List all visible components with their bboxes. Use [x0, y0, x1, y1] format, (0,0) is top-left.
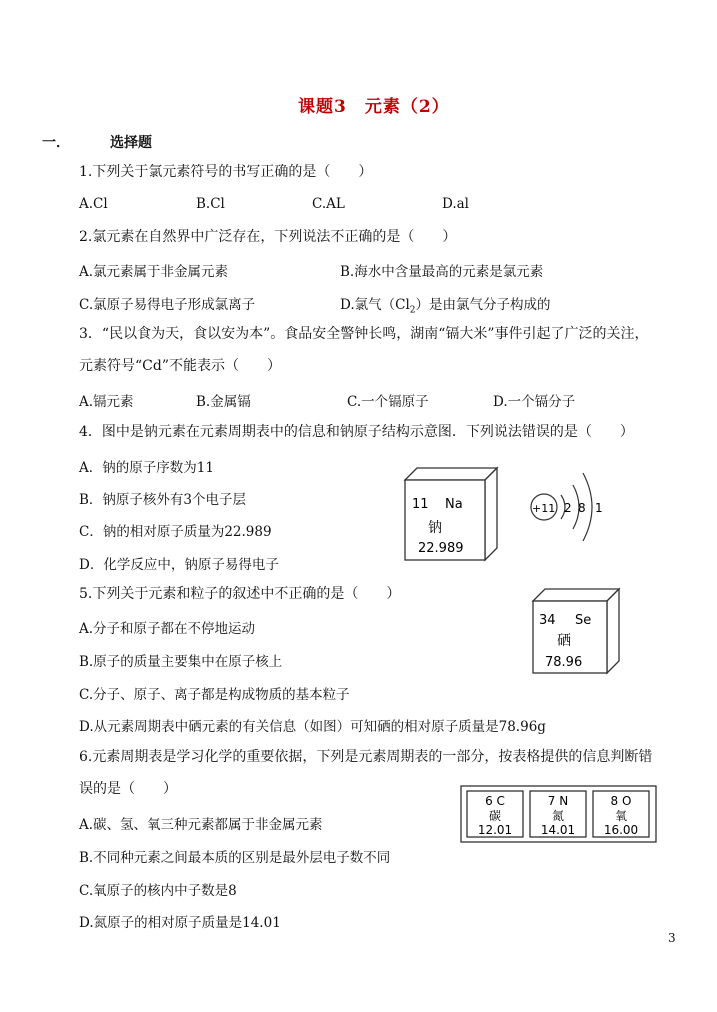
- sodium-shell-3: 1: [595, 501, 603, 515]
- question-2-stem: 2.氯元素在自然界中广泛存在，下列说法不正确的是（ ）: [79, 229, 457, 245]
- question-3-option-a: A.镉元素: [79, 394, 134, 410]
- question-4-stem: 4．图中是钠元素在元素周期表中的信息和钠原子结构示意图．下列说法错误的是（ ）: [79, 424, 634, 440]
- selenium-name: 硒: [557, 633, 571, 649]
- sodium-atomic-number: 11: [412, 497, 429, 512]
- question-6-option-c: C.氧原子的核内中子数是8: [79, 883, 237, 899]
- question-4-option-c: C．钠的相对原子质量为22.989: [79, 524, 272, 540]
- question-2-option-a: A.氯元素属于非金属元素: [79, 264, 229, 280]
- page-number: 3: [668, 931, 676, 945]
- selenium-atomic-number: 34: [539, 613, 556, 628]
- question-4-option-d: D．化学反应中，钠原子易得电子: [79, 557, 279, 573]
- question-1-option-d: D.al: [442, 196, 469, 212]
- table-cell-2-head: 7 N: [547, 794, 569, 808]
- periodic-table-excerpt: [460, 785, 660, 845]
- question-3-option-d: D.一个镉分子: [493, 394, 576, 410]
- sodium-atomic-mass: 22.989: [418, 541, 464, 556]
- question-5-option-b: B.原子的质量主要集中在原子核上: [79, 654, 283, 670]
- sodium-shell-2: 8: [578, 501, 586, 515]
- table-cell-2-name: 氮: [551, 809, 565, 823]
- table-cell-2-mass: 14.01: [540, 823, 576, 837]
- question-4-option-a: A．钠的原子序数为11: [79, 460, 214, 476]
- table-cell-3-mass: 16.00: [603, 823, 639, 837]
- question-2-option-d: D.氯气$(Cl_2)$是由氯气分子构成的: [340, 297, 551, 316]
- question-2-option-b: B.海水中含量最高的元素是氯元素: [340, 264, 544, 280]
- question-1-option-a: A.Cl: [79, 196, 108, 212]
- section-number: 一．: [42, 135, 70, 151]
- question-5-stem: 5.下列关于元素和粒子的叙述中不正确的是（ ）: [79, 586, 401, 602]
- question-6-option-d: D.氮原子的相对原子质量是14.01: [79, 915, 281, 931]
- question-3-stem-line-2: 元素符号“Cd”不能表示（ ）: [79, 358, 281, 374]
- question-5-option-c: C.分子、原子、离子都是构成物质的基本粒子: [79, 687, 350, 703]
- question-6-stem-line-2: 误的是（ ）: [79, 781, 177, 797]
- question-1-option-c: C.AL: [312, 196, 345, 212]
- question-3-option-b: B.金属镉: [196, 394, 251, 410]
- table-cell-1-mass: 12.01: [477, 823, 513, 837]
- sodium-name: 钠: [428, 520, 442, 536]
- selenium-symbol: Se: [575, 613, 592, 628]
- question-1-stem: 1.下列关于氯元素符号的书写正确的是（ ）: [79, 164, 373, 180]
- question-5-option-a: A.分子和原子都在不停地运动: [79, 621, 256, 637]
- question-3-option-c: C.一个镉原子: [347, 394, 429, 410]
- section-label: 选择题: [110, 135, 152, 151]
- table-cell-1-name: 碳: [488, 809, 502, 823]
- question-4-option-b: B．钠原子核外有3个电子层: [79, 492, 247, 508]
- question-6-option-a: A.碳、氢、氧三种元素都属于非金属元素: [79, 817, 323, 833]
- question-5-option-d: D.从元素周期表中硒元素的有关信息（如图）可知硒的相对原子质量是78.96g: [79, 719, 546, 735]
- page-title: 课题3 元素（2）: [298, 97, 450, 117]
- sodium-symbol: Na: [445, 497, 463, 512]
- table-cell-3-name: 氧: [614, 809, 628, 823]
- sodium-atom-structure-diagram: [525, 455, 645, 555]
- question-2-option-c: C.氯原子易得电子形成氯离子: [79, 297, 256, 313]
- table-cell-3-head: 8 O: [610, 794, 632, 808]
- question-6-option-b: B.不同种元素之间最本质的区别是最外层电子数不同: [79, 850, 391, 866]
- question-1-option-b: B.Cl: [196, 196, 225, 212]
- selenium-atomic-mass: 78.96: [545, 655, 583, 670]
- question-3-stem-line-1: 3．“民以食为天，食以安为本”。食品安全警钟长鸣，湖南“镉大米”事件引起了广泛的关注，: [79, 326, 649, 342]
- selenium-element-card: [529, 585, 623, 675]
- table-cell-1-head: 6 C: [485, 794, 505, 808]
- question-6-stem-line-1: 6.元素周期表是学习化学的重要依据，下列是元素周期表的一部分，按表格提供的信息判断错: [79, 749, 653, 765]
- sodium-element-card: [400, 462, 502, 562]
- sodium-nucleus-charge: +11: [532, 502, 556, 515]
- sodium-shell-1: 2: [564, 501, 572, 515]
